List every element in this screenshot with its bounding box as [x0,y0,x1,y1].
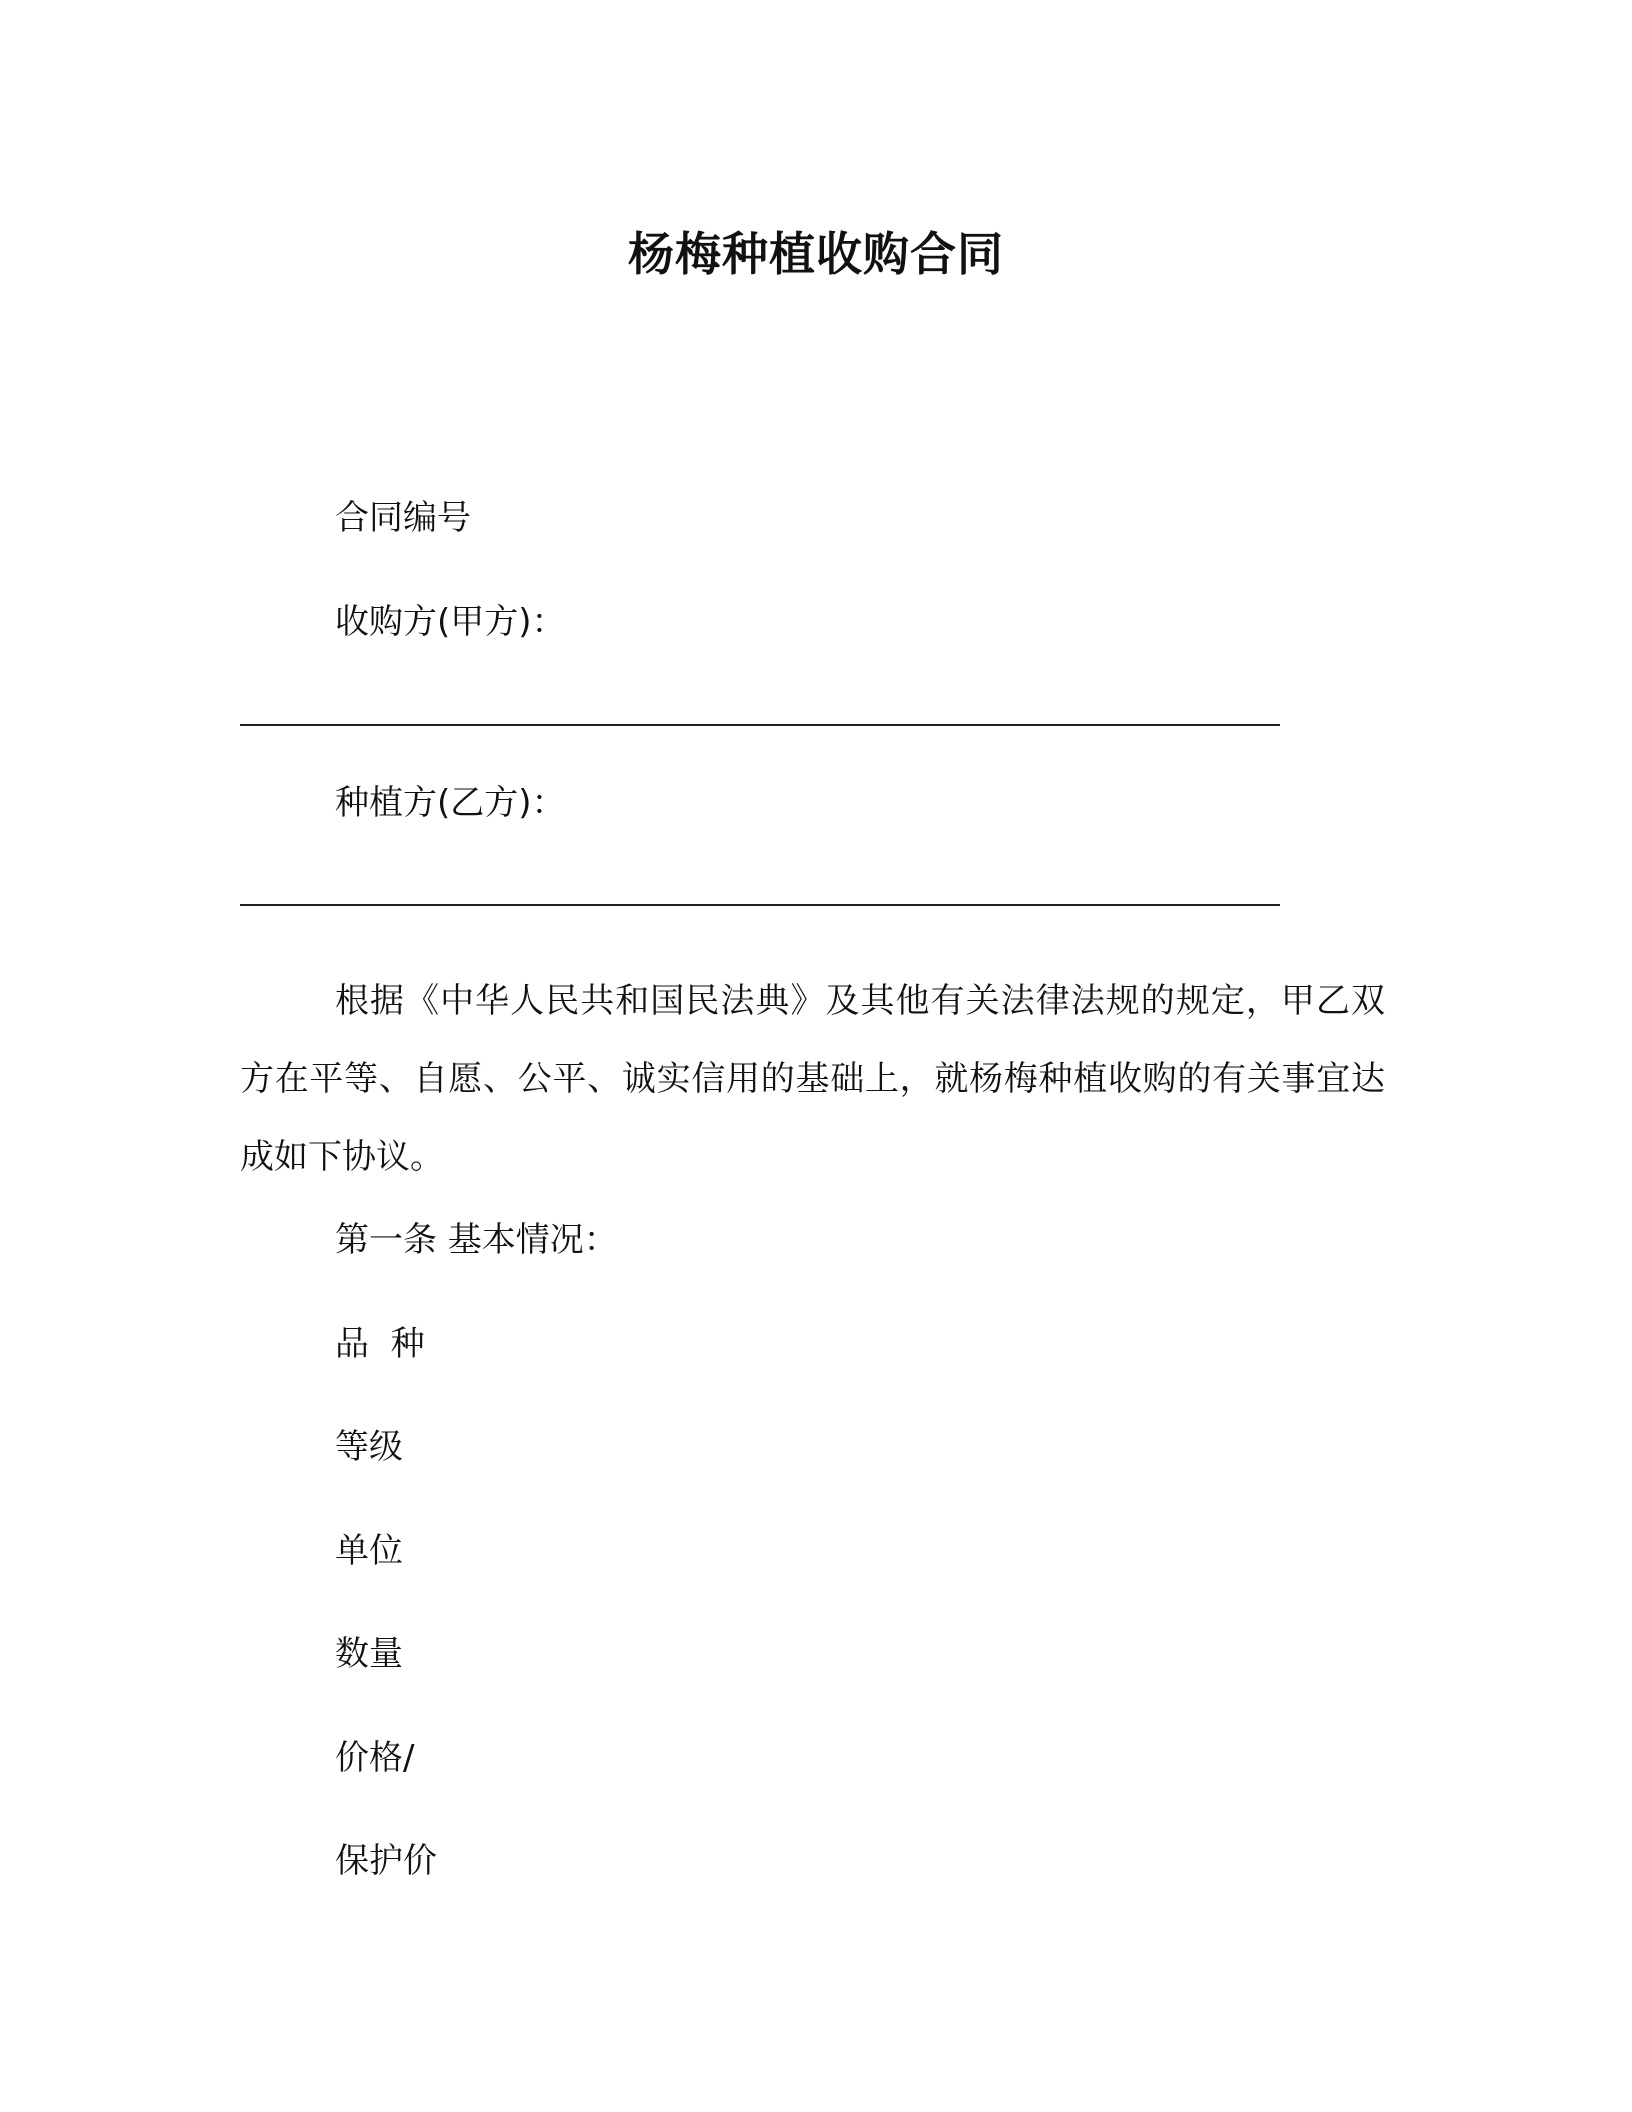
item-unit: 单位 [335,1531,403,1571]
item-variety: 品 种 [335,1324,425,1364]
grower-blank-line [240,904,1280,906]
item-price: 价格/ [335,1738,415,1778]
item-quantity: 数量 [335,1634,403,1674]
preamble-paragraph: 根据《中华人民共和国民法典》及其他有关法律法规的规定，甲乙双方在平等、自愿、公平、诚实信用的基础上，就杨梅种植收购的有关事宜达成如下协议。 [240,981,1385,1177]
item-protected-price: 保护价 [335,1841,437,1881]
contract-number-label: 合同编号 [335,498,471,538]
buyer-label: 收购方(甲方)： [335,602,566,642]
document-title: 杨梅种植收购合同 [628,227,1004,281]
item-grade: 等级 [335,1427,403,1467]
article-1-heading: 第一条 基本情况： [335,1220,618,1260]
buyer-blank-line [240,724,1280,726]
grower-label: 种植方(乙方)： [335,783,566,823]
